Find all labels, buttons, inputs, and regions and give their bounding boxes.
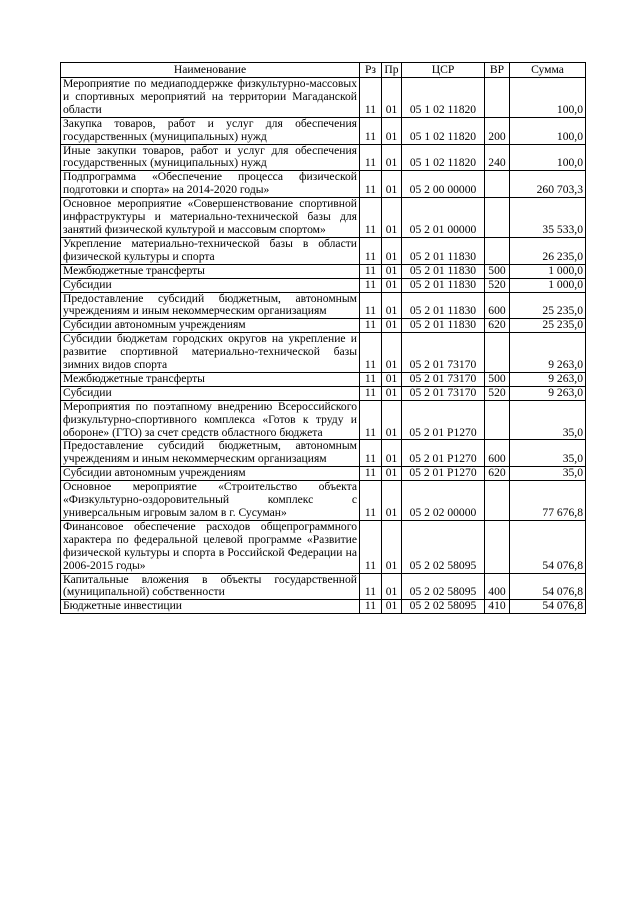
cell-pr: 01 — [382, 117, 402, 144]
cell-pr: 01 — [382, 372, 402, 386]
table-row — [61, 372, 586, 386]
cell-vr: 600 — [485, 440, 510, 467]
cell-pr: 01 — [382, 481, 402, 521]
table-row — [61, 386, 586, 400]
cell-rz: 11 — [360, 292, 382, 319]
cell-vr: 600 — [485, 292, 510, 319]
cell-pr: 01 — [382, 467, 402, 481]
cell-pr: 01 — [382, 573, 402, 600]
cell-csr: 05 2 01 Р1270 — [402, 467, 485, 481]
cell-vr: 620 — [485, 319, 510, 333]
cell-pr: 01 — [382, 78, 402, 118]
cell-vr — [485, 78, 510, 118]
cell-sum: 1 000,0 — [510, 264, 586, 278]
table-row — [61, 264, 586, 278]
cell-pr: 01 — [382, 520, 402, 573]
cell-csr: 05 2 01 73170 — [402, 386, 485, 400]
cell-vr: 620 — [485, 467, 510, 481]
cell-sum: 9 263,0 — [510, 372, 586, 386]
cell-pr: 01 — [382, 400, 402, 440]
cell-pr: 01 — [382, 171, 402, 198]
cell-rz: 11 — [360, 237, 382, 264]
cell-name: Основное мероприятие «Совершенствование спортивной инфраструктуры и материально-технической базы для занятий физической культурой и массовым спортом» — [61, 198, 360, 238]
cell-csr: 05 1 02 11820 — [402, 117, 485, 144]
cell-name: Основное мероприятие «Строительство объекта «Физкультурно-оздоровительный комплекс с универсальным игровым залом в г. Сусуман» — [61, 481, 360, 521]
cell-csr: 05 2 01 Р1270 — [402, 400, 485, 440]
cell-name: Укрепление материально-технической базы в области физической культуры и спорта — [61, 237, 360, 264]
table-row — [61, 467, 586, 481]
budget-table — [60, 62, 586, 614]
cell-pr: 01 — [382, 600, 402, 614]
cell-vr — [485, 481, 510, 521]
table-row — [61, 400, 586, 440]
table-row — [61, 78, 586, 118]
header-sum: Сумма — [510, 63, 586, 78]
cell-vr: 200 — [485, 117, 510, 144]
cell-rz: 11 — [360, 400, 382, 440]
cell-sum: 35,0 — [510, 400, 586, 440]
cell-vr — [485, 400, 510, 440]
cell-csr: 05 2 01 11830 — [402, 278, 485, 292]
cell-rz: 11 — [360, 171, 382, 198]
cell-pr: 01 — [382, 237, 402, 264]
cell-name: Субсидии — [61, 386, 360, 400]
cell-csr: 05 1 02 11820 — [402, 78, 485, 118]
table-row — [61, 440, 586, 467]
cell-csr: 05 2 02 58095 — [402, 600, 485, 614]
table-header-row — [61, 63, 586, 78]
table-row — [61, 573, 586, 600]
cell-sum: 26 235,0 — [510, 237, 586, 264]
cell-sum: 25 235,0 — [510, 319, 586, 333]
table-row — [61, 237, 586, 264]
cell-sum: 100,0 — [510, 144, 586, 171]
cell-rz: 11 — [360, 440, 382, 467]
cell-vr — [485, 333, 510, 373]
cell-sum: 35 533,0 — [510, 198, 586, 238]
cell-sum: 35,0 — [510, 440, 586, 467]
cell-rz: 11 — [360, 520, 382, 573]
cell-rz: 11 — [360, 600, 382, 614]
table-row — [61, 520, 586, 573]
cell-sum: 77 676,8 — [510, 481, 586, 521]
cell-name: Предоставление субсидий бюджетным, автономным учреждениям и иным некоммерческим организациям — [61, 292, 360, 319]
table-row — [61, 198, 586, 238]
cell-csr: 05 2 01 Р1270 — [402, 440, 485, 467]
cell-name: Межбюджетные трансферты — [61, 372, 360, 386]
cell-rz: 11 — [360, 117, 382, 144]
cell-csr: 05 2 01 11830 — [402, 292, 485, 319]
table-row — [61, 292, 586, 319]
header-name: Наименование — [61, 63, 360, 78]
cell-sum: 9 263,0 — [510, 386, 586, 400]
cell-name: Субсидии бюджетам городских округов на укрепление и развитие спортивной материально-технической базы зимних видов спорта — [61, 333, 360, 373]
cell-name: Межбюджетные трансферты — [61, 264, 360, 278]
table-body — [61, 78, 586, 614]
cell-pr: 01 — [382, 278, 402, 292]
cell-sum: 260 703,3 — [510, 171, 586, 198]
cell-name: Закупка товаров, работ и услуг для обеспечения государственных (муниципальных) нужд — [61, 117, 360, 144]
cell-pr: 01 — [382, 292, 402, 319]
cell-rz: 11 — [360, 386, 382, 400]
cell-vr: 410 — [485, 600, 510, 614]
cell-csr: 05 2 01 11830 — [402, 319, 485, 333]
cell-sum: 100,0 — [510, 78, 586, 118]
cell-pr: 01 — [382, 144, 402, 171]
cell-rz: 11 — [360, 319, 382, 333]
cell-rz: 11 — [360, 481, 382, 521]
cell-vr — [485, 198, 510, 238]
cell-csr: 05 2 01 11830 — [402, 264, 485, 278]
cell-sum: 54 076,8 — [510, 520, 586, 573]
header-csr: ЦСР — [402, 63, 485, 78]
cell-csr: 05 2 02 00000 — [402, 481, 485, 521]
cell-vr: 240 — [485, 144, 510, 171]
cell-csr: 05 2 01 73170 — [402, 372, 485, 386]
cell-rz: 11 — [360, 278, 382, 292]
cell-name: Финансовое обеспечение расходов общепрограммного характера по федеральной целевой программе «Развитие физической культуры и спорта в Российской Федерации на 2006-2015 годы» — [61, 520, 360, 573]
cell-rz: 11 — [360, 144, 382, 171]
cell-name: Подпрограмма «Обеспечение процесса физической подготовки и спорта» на 2014-2020 годы» — [61, 171, 360, 198]
cell-name: Субсидии автономным учреждениям — [61, 467, 360, 481]
cell-sum: 54 076,8 — [510, 600, 586, 614]
table-row — [61, 333, 586, 373]
cell-sum: 9 263,0 — [510, 333, 586, 373]
cell-pr: 01 — [382, 386, 402, 400]
cell-vr — [485, 237, 510, 264]
cell-pr: 01 — [382, 333, 402, 373]
cell-vr: 400 — [485, 573, 510, 600]
cell-sum: 25 235,0 — [510, 292, 586, 319]
table-row — [61, 117, 586, 144]
cell-rz: 11 — [360, 198, 382, 238]
cell-vr: 520 — [485, 278, 510, 292]
cell-sum: 1 000,0 — [510, 278, 586, 292]
cell-rz: 11 — [360, 333, 382, 373]
cell-rz: 11 — [360, 264, 382, 278]
header-rz: Рз — [360, 63, 382, 78]
cell-vr: 500 — [485, 264, 510, 278]
cell-name: Субсидии автономным учреждениям — [61, 319, 360, 333]
cell-rz: 11 — [360, 372, 382, 386]
cell-name: Иные закупки товаров, работ и услуг для обеспечения государственных (муниципальных) нужд — [61, 144, 360, 171]
cell-pr: 01 — [382, 264, 402, 278]
table-row — [61, 278, 586, 292]
cell-csr: 05 2 01 73170 — [402, 333, 485, 373]
cell-rz: 11 — [360, 467, 382, 481]
cell-name: Бюджетные инвестиции — [61, 600, 360, 614]
cell-csr: 05 2 00 00000 — [402, 171, 485, 198]
cell-csr: 05 2 02 58095 — [402, 573, 485, 600]
cell-csr: 05 1 02 11820 — [402, 144, 485, 171]
cell-csr: 05 2 02 58095 — [402, 520, 485, 573]
table-row — [61, 171, 586, 198]
table-row — [61, 319, 586, 333]
cell-csr: 05 2 01 11830 — [402, 237, 485, 264]
cell-rz: 11 — [360, 78, 382, 118]
header-vr: ВР — [485, 63, 510, 78]
cell-vr — [485, 520, 510, 573]
cell-vr: 500 — [485, 372, 510, 386]
cell-name: Капитальные вложения в объекты государственной (муниципальной) собственности — [61, 573, 360, 600]
cell-sum: 54 076,8 — [510, 573, 586, 600]
table-row — [61, 144, 586, 171]
cell-csr: 05 2 01 00000 — [402, 198, 485, 238]
cell-vr: 520 — [485, 386, 510, 400]
cell-pr: 01 — [382, 198, 402, 238]
header-pr: Пр — [382, 63, 402, 78]
table-row — [61, 481, 586, 521]
table-row — [61, 600, 586, 614]
cell-rz: 11 — [360, 573, 382, 600]
cell-name: Предоставление субсидий бюджетным, автономным учреждениям и иным некоммерческим организациям — [61, 440, 360, 467]
cell-name: Мероприятия по поэтапному внедрению Всероссийского физкультурно-спортивного комплекса «Готов к труду и обороне» (ГТО) за счет средств областного бюджета — [61, 400, 360, 440]
cell-vr — [485, 171, 510, 198]
cell-sum: 35,0 — [510, 467, 586, 481]
cell-sum: 100,0 — [510, 117, 586, 144]
cell-pr: 01 — [382, 440, 402, 467]
cell-name: Мероприятие по медиаподдержке физкультурно-массовых и спортивных мероприятий на территории Магаданской области — [61, 78, 360, 118]
cell-pr: 01 — [382, 319, 402, 333]
cell-name: Субсидии — [61, 278, 360, 292]
